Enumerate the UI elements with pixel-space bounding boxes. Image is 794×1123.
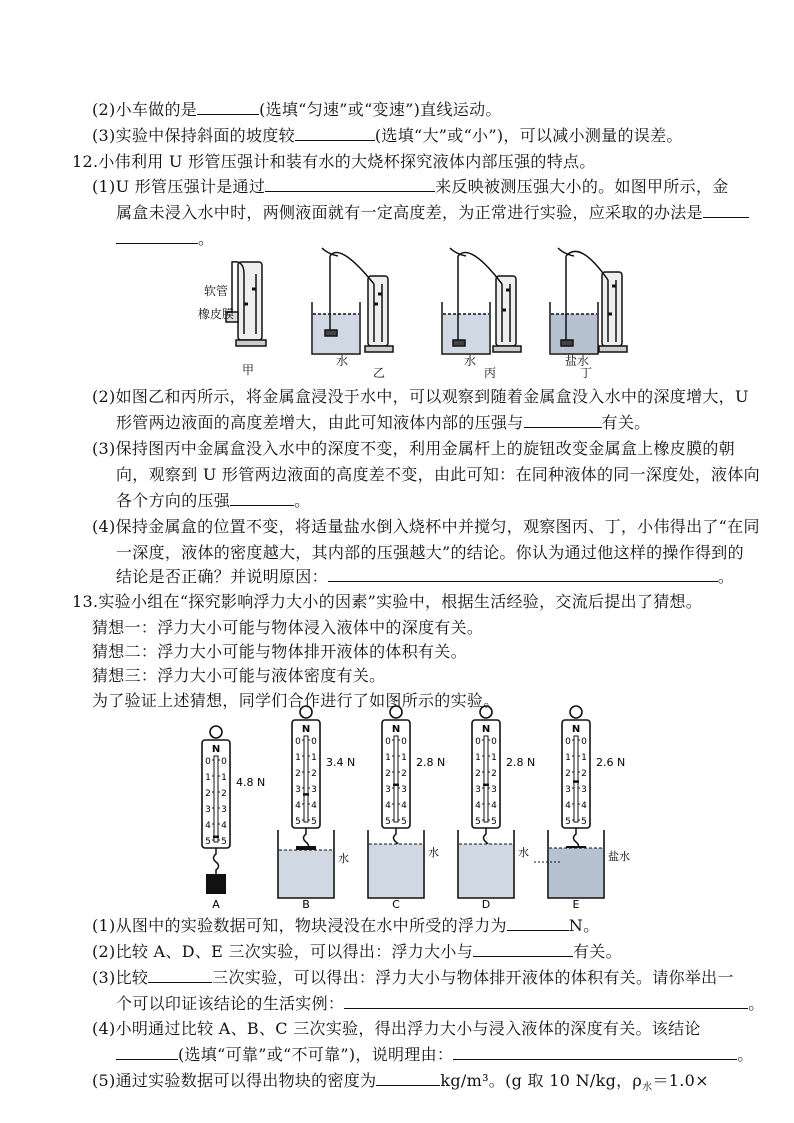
answer-blank[interactable]: [148, 967, 212, 983]
liquid: [459, 844, 513, 898]
tick-label-left: 2: [475, 769, 481, 779]
tick-label-left: 1: [385, 753, 391, 763]
figure-caption: D: [481, 898, 491, 911]
tick-label-left: 4: [295, 801, 301, 811]
tick-label-right: 2: [221, 789, 227, 799]
tick-label-right: 4: [311, 801, 317, 811]
scale-unit: N: [481, 724, 491, 735]
liquid-label: 水: [338, 852, 349, 865]
tick-label-left: 0: [385, 737, 391, 747]
answer-blank[interactable]: [524, 412, 602, 428]
q12-stem: 12.小伟利用 U 形管压强计和装有水的大烧杯探究液体内部压强的特点。: [72, 152, 596, 171]
q12-part3-end: 各个方向的压强 。: [116, 491, 311, 510]
iron-block: [206, 874, 226, 894]
q12-part3-cont: 向，观察到 U 形管两边液面的高度差不变，由此可知：在同种液体的同一深度处，液体向: [116, 465, 760, 484]
tick-label-right: 4: [401, 801, 407, 811]
scale-slot: [394, 736, 398, 822]
scale-slot: [304, 736, 308, 822]
q13-part1: (1)从图中的实验数据可知，物块浸没在水中所受的浮力为 N。: [92, 916, 600, 935]
q13-part3-cont: 个可以印证该结论的生活实例： 。: [116, 994, 765, 1013]
tick-label-left: 3: [295, 785, 301, 795]
scale-slot: [484, 736, 488, 822]
tick-label-left: 0: [205, 757, 211, 767]
scale-reading: 2.8 N: [506, 756, 536, 769]
q13-part2: (2)比较 A、D、E 三次实验，可以得出：浮力大小与 有关。: [92, 942, 622, 961]
q12-part1-end: 。: [116, 228, 214, 250]
tick-label-right: 3: [491, 785, 497, 795]
answer-blank[interactable]: [116, 1044, 178, 1060]
tick-label-right: 2: [401, 769, 407, 779]
answer-blank[interactable]: [328, 566, 718, 582]
spring-scale-C: [368, 706, 445, 911]
tick-label-right: 5: [491, 817, 497, 827]
setup-bing: [442, 248, 521, 354]
tick-label-left: 5: [565, 817, 571, 827]
answer-blank[interactable]: [344, 993, 748, 1009]
tick-label-left: 5: [205, 837, 211, 847]
spring-scale-B: [278, 706, 355, 911]
answer-blank[interactable]: [116, 228, 198, 244]
spring-scale-E: [548, 706, 630, 911]
hypothesis-1: 猜想一：浮力大小可能与物体浸入液体中的深度有关。: [92, 618, 484, 637]
figure-caption: B: [302, 898, 310, 911]
scale-ring: [390, 706, 402, 718]
gauge-jia: [226, 262, 266, 346]
tube-label: 软管: [204, 284, 229, 298]
answer-blank[interactable]: [197, 99, 259, 115]
scale-slot: [574, 736, 578, 822]
tick-label-left: 3: [475, 785, 481, 795]
scale-ring: [480, 706, 492, 718]
scale-reading: 4.8 N: [236, 776, 266, 789]
tick-label-right: 3: [581, 785, 587, 795]
figure-buoyancy-experiment: [180, 704, 660, 912]
liquid-label: 盐水: [608, 850, 630, 863]
hypothesis-2: 猜想二：浮力大小可能与物体排开液体的体积有关。: [92, 642, 467, 661]
answer-blank[interactable]: [230, 490, 294, 506]
q12-part4-end: 结论是否正确？并说明原因： 。: [116, 567, 735, 586]
tick-label-left: 3: [205, 805, 211, 815]
hypothesis-3: 猜想三：浮力大小可能与液体密度有关。: [92, 666, 386, 685]
scale-unit: N: [301, 724, 311, 735]
tick-label-left: 0: [565, 737, 571, 747]
q13-stem: 13.实验小组在“探究影响浮力大小的因素”实验中，根据生活经验，交流后提出了猜想。: [72, 592, 703, 611]
tick-label-right: 5: [401, 817, 407, 827]
answer-blank[interactable]: [453, 1044, 737, 1060]
q11-part3: (3)实验中保持斜面的坡度较 (选填“大”或“小”)，可以减小测量的误差。: [92, 126, 683, 145]
liquid: [279, 850, 333, 898]
tick-label-right: 2: [491, 769, 497, 779]
tick-label-left: 4: [475, 801, 481, 811]
scale-unit: N: [391, 724, 401, 735]
answer-blank[interactable]: [507, 915, 569, 931]
tick-label-left: 0: [295, 737, 301, 747]
tick-label-left: 4: [565, 801, 571, 811]
setup-yi: [312, 248, 393, 354]
tick-label-right: 1: [311, 753, 317, 763]
figure-caption: E: [572, 898, 580, 911]
tick-label-right: 0: [401, 737, 407, 747]
tick-label-right: 5: [311, 817, 317, 827]
answer-blank[interactable]: [376, 1070, 440, 1086]
q12-part4: (4)保持金属盒的位置不变，将适量盐水倒入烧杯中并搅匀，观察图丙、丁，小伟得出了“在同: [92, 517, 760, 536]
tick-label-left: 3: [565, 785, 571, 795]
tick-label-right: 3: [401, 785, 407, 795]
scale-hook: [214, 848, 219, 874]
tick-label-left: 2: [565, 769, 571, 779]
liquid-label-bing: 水: [464, 354, 477, 368]
liquid: [369, 844, 423, 898]
experiment-intro: 为了验证上述猜想，同学们合作进行了如图所示的实验。: [92, 691, 500, 710]
tick-label-left: 5: [385, 817, 391, 827]
scale-unit: N: [571, 724, 581, 735]
liquid-label-yi: 水: [336, 354, 349, 368]
tick-label-left: 1: [475, 753, 481, 763]
caption-yi: 乙: [373, 366, 386, 380]
figure-caption: A: [212, 898, 220, 911]
q12-part1: (1)U 形管压强计是通过 来反映被测压强大小的。如图甲所示，金: [92, 177, 729, 196]
answer-blank[interactable]: [703, 202, 749, 218]
tick-label-right: 5: [581, 817, 587, 827]
tick-label-right: 5: [221, 837, 227, 847]
answer-blank[interactable]: [473, 941, 573, 957]
tick-label-left: 1: [295, 753, 301, 763]
tick-label-right: 4: [491, 801, 497, 811]
answer-blank[interactable]: [295, 125, 375, 141]
tick-label-right: 4: [581, 801, 587, 811]
tick-label-left: 2: [385, 769, 391, 779]
tick-label-right: 0: [311, 737, 317, 747]
caption-jia: 甲: [242, 363, 255, 377]
tick-label-left: 5: [475, 817, 481, 827]
tick-label-right: 2: [581, 769, 587, 779]
q12-part4-cont: 一深度，液体的密度越大，其内部的压强越大”的结论。你认为通过他这样的操作得到的: [116, 543, 744, 562]
membrane-label: 橡皮膜: [198, 307, 235, 321]
q13-part5: (5)通过实验数据可以得出物块的密度为 kg/m³。(g 取 10 N/kg，$\rho_水=1.0\times$: [92, 1071, 709, 1094]
tick-label-right: 0: [581, 737, 587, 747]
tick-label-left: 1: [565, 753, 571, 763]
q13-part4-cont: (选填“可靠”或“不可靠”)，说明理由： 。: [116, 1044, 754, 1066]
tick-label-right: 0: [491, 737, 497, 747]
scale-ring: [300, 706, 312, 718]
tick-label-right: 1: [581, 753, 587, 763]
figure-caption: C: [392, 898, 400, 911]
spring-scale-D: [458, 706, 535, 911]
answer-blank[interactable]: [265, 176, 435, 192]
q11-part2: (2)小车做的是 (选填“匀速”或“变速”)直线运动。: [92, 100, 502, 119]
scale-reading: 3.4 N: [326, 756, 356, 769]
q13-part3: (3)比较 三次实验，可以得出：浮力大小与物体排开液体的体积有关。请你举出一: [92, 968, 734, 987]
caption-bing: 丙: [484, 366, 497, 380]
scale-reading: 2.6 N: [596, 756, 626, 769]
tick-label-left: 4: [385, 801, 391, 811]
tick-label-left: 2: [295, 769, 301, 779]
liquid: [549, 848, 603, 898]
q12-part3: (3)保持图丙中金属盒没入水中的深度不变，利用金属杆上的旋钮改变金属盒上橡皮膜的朝: [92, 439, 735, 458]
scale-unit: N: [211, 744, 221, 755]
q12-part2: (2)如图乙和丙所示，将金属盒浸没于水中，可以观察到随着金属盒没入水中的深度增大，U: [92, 387, 749, 406]
scale-ring: [570, 706, 582, 718]
q12-part2-cont: 形管两边液面的高度差增大，由此可知液体内部的压强与 有关。: [116, 413, 651, 432]
scale-reading: 2.8 N: [416, 756, 446, 769]
caption-ding: 丁: [580, 366, 593, 380]
tick-label-right: 3: [221, 805, 227, 815]
scale-slot: [214, 756, 218, 842]
tick-label-right: 4: [221, 821, 227, 831]
tick-label-left: 1: [205, 773, 211, 783]
liquid-label: 水: [428, 846, 439, 859]
tick-label-left: 3: [385, 785, 391, 795]
tick-label-left: 0: [475, 737, 481, 747]
tick-label-right: 1: [401, 753, 407, 763]
tick-label-right: 0: [221, 757, 227, 767]
liquid-label-ding: 盐水: [565, 354, 590, 368]
tick-label-left: 5: [295, 817, 301, 827]
tick-label-right: 3: [311, 785, 317, 795]
q13-part4: (4)小明通过比较 A、B、C 三次实验，得出浮力大小与浸入液体的深度有关。该结论: [92, 1019, 701, 1038]
tick-label-left: 4: [205, 821, 211, 831]
spring-scale-A: [202, 726, 265, 911]
tick-label-right: 1: [491, 753, 497, 763]
liquid-label: 水: [518, 846, 529, 859]
tick-label-left: 2: [205, 789, 211, 799]
q12-part1-cont: 属盒未浸入水中时，两侧液面就有一定高度差，为正常进行实验，应采取的办法是: [116, 202, 749, 224]
scale-ring: [210, 726, 222, 738]
tick-label-right: 1: [221, 773, 227, 783]
tick-label-right: 2: [311, 769, 317, 779]
setup-ding: [550, 248, 627, 354]
